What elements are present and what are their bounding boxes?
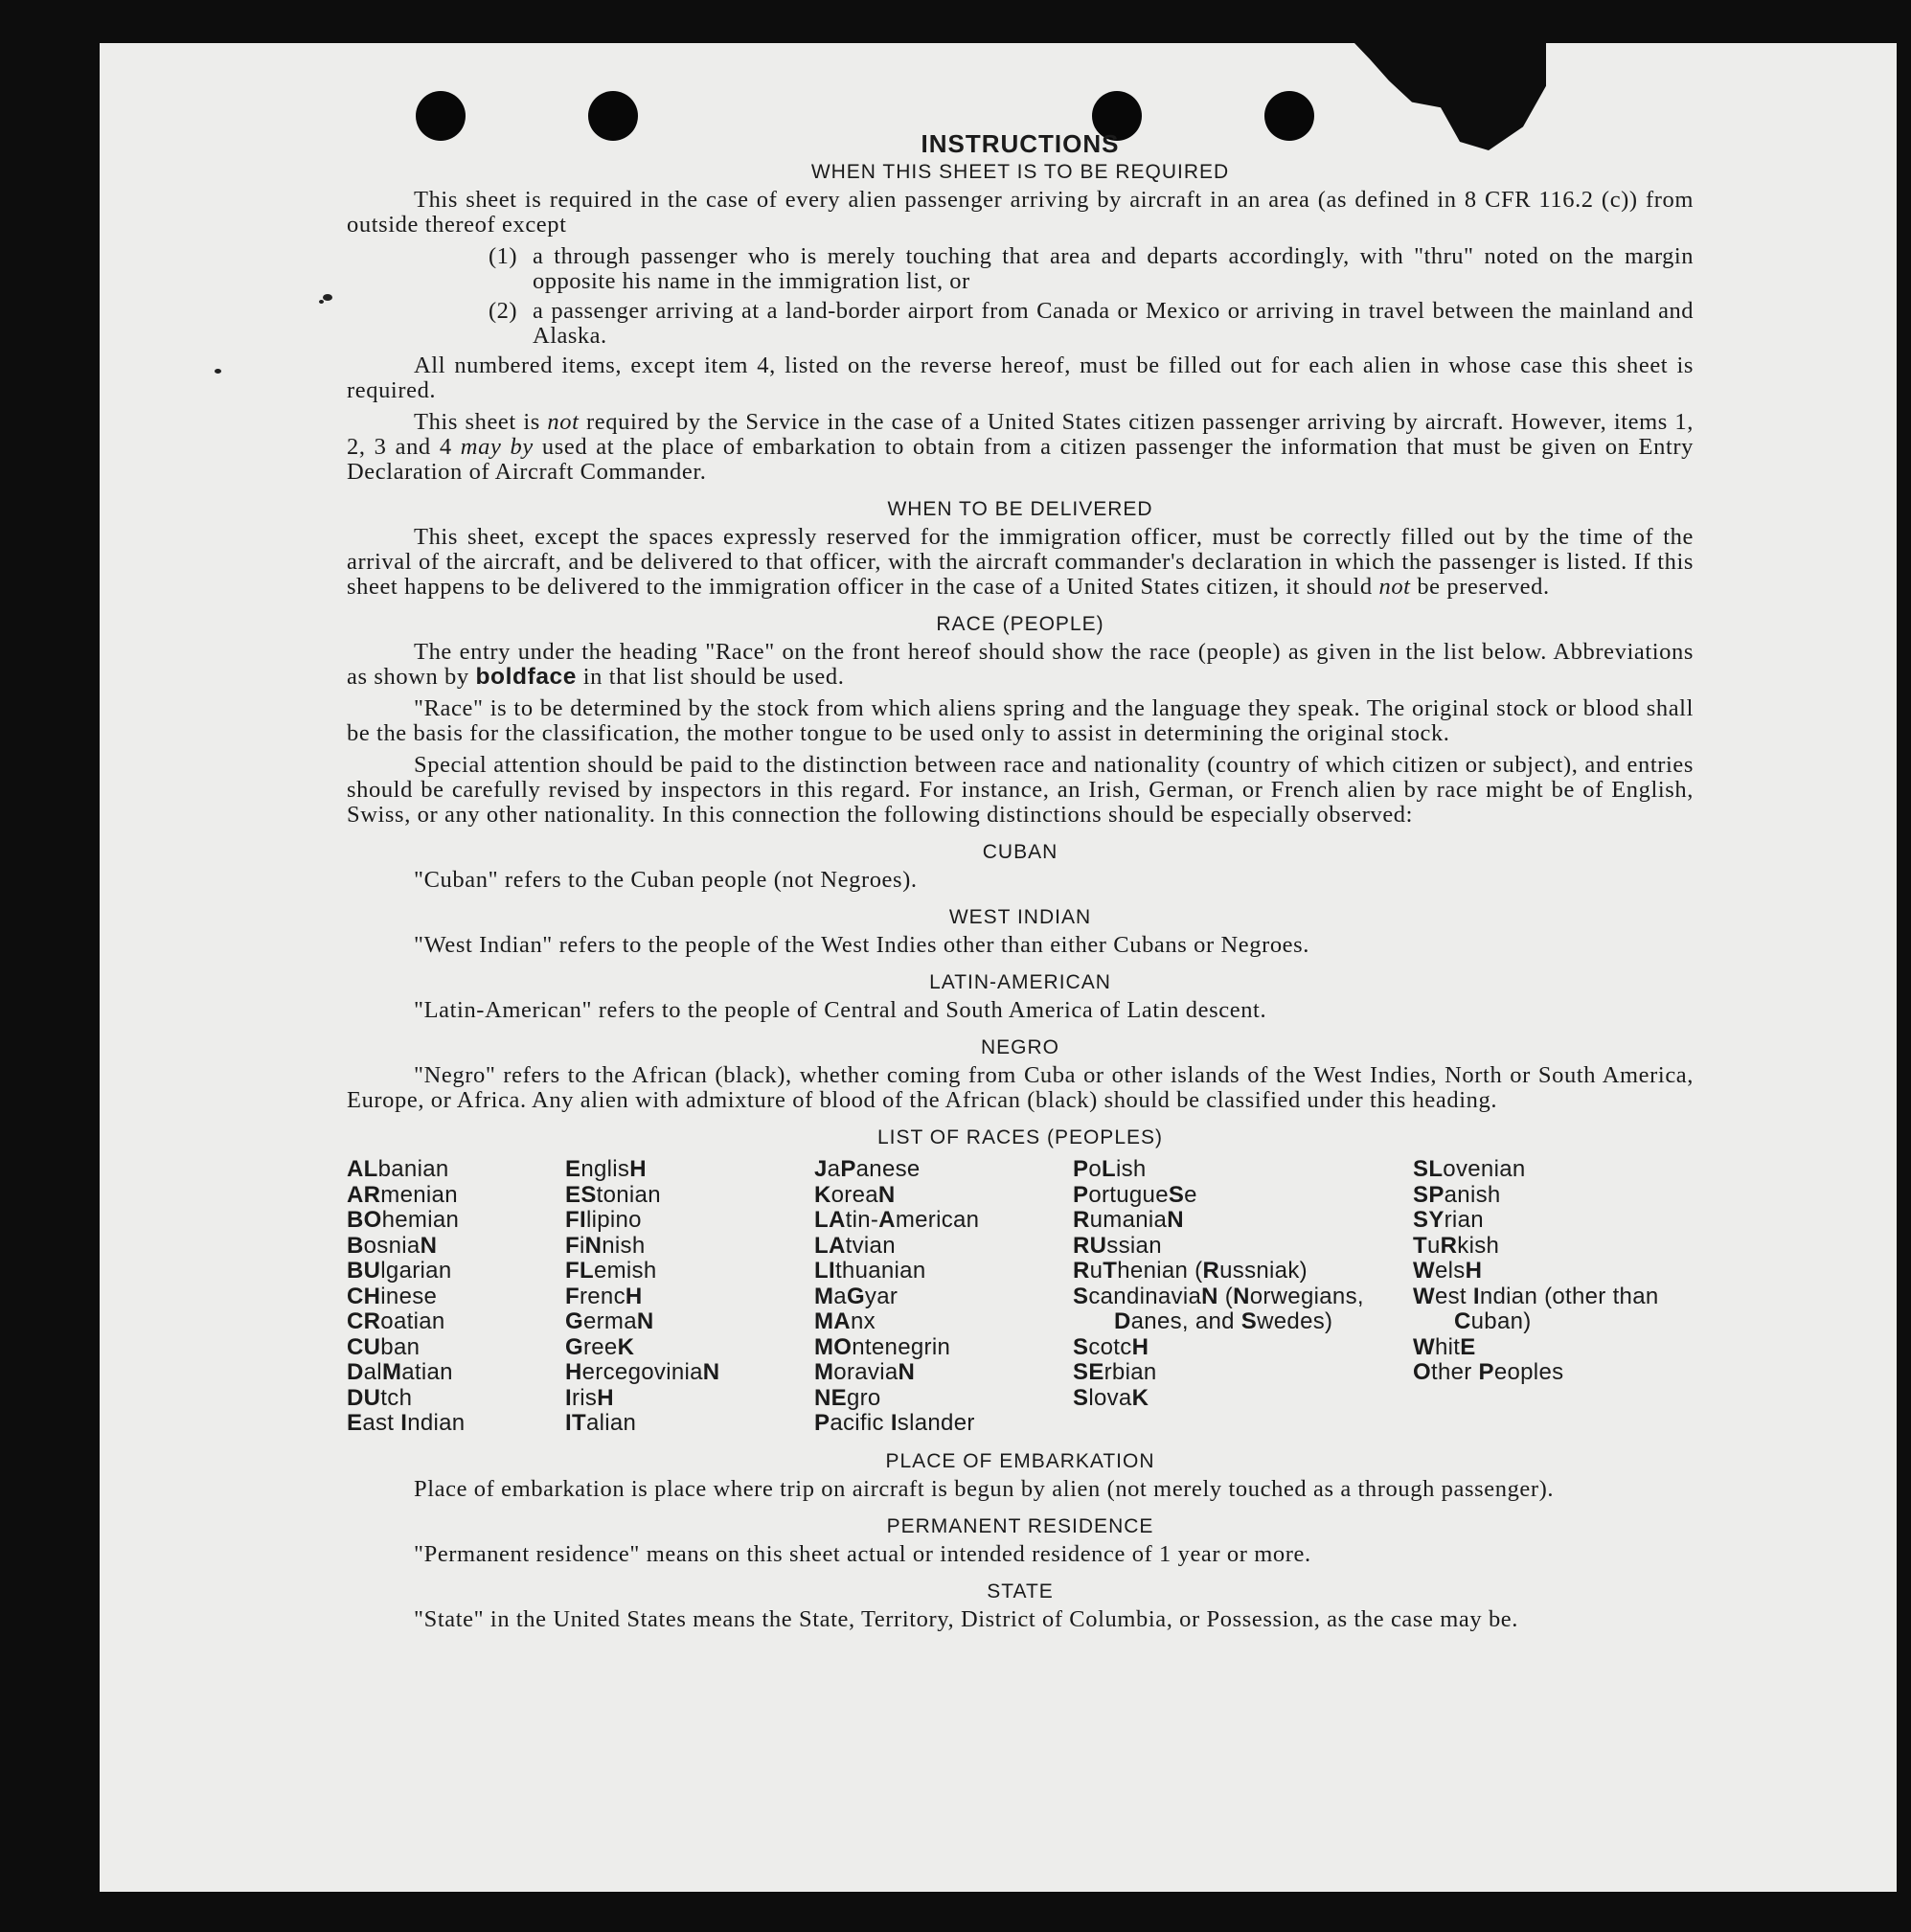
races-column-4 — [1073, 1157, 1413, 1437]
document-sheet — [100, 43, 1897, 1892]
race-item: JaPanese — [814, 1156, 921, 1182]
race-item: BOhemian — [347, 1207, 460, 1233]
race-item: SLovenian — [1413, 1156, 1526, 1182]
race-item: LIthuanian — [814, 1258, 926, 1284]
text-run: required by the Service in the case of a United States citizen passenger arriving by aircraft. However, items 1, 2, 3 and 4 — [347, 409, 1694, 460]
race-item: East Indian — [347, 1410, 466, 1436]
race-item: West Indian (other than Cuban) — [1413, 1283, 1659, 1334]
page-title: INSTRUCTIONS — [921, 129, 1120, 158]
boldface-word: boldface — [475, 664, 578, 690]
section-heading-when-delivered: WHEN TO BE DELIVERED — [887, 498, 1153, 520]
race-item: LAtvian — [814, 1232, 896, 1259]
race-item: RUssian — [1073, 1232, 1162, 1259]
race-item: HercegoviniaN — [565, 1359, 720, 1385]
races-column-3 — [814, 1157, 1073, 1437]
race-item: RumaniaN — [1073, 1207, 1184, 1233]
numbered-item-1 — [347, 244, 1694, 294]
race-item: EnglisH — [565, 1156, 647, 1182]
race-item: WhitE — [1413, 1333, 1476, 1360]
item-text: a passenger arriving at a land-border airport from Canada or Mexico or arriving in travel between the mainland and Alaska. — [533, 298, 1694, 349]
race-item: PoLish — [1073, 1156, 1147, 1182]
paragraph: This sheet is required in the case of every alien passenger arriving by aircraft in an area (as defined in 8 CFR 116.2 (c)) from outside thereof except — [347, 187, 1694, 238]
races-column-2 — [565, 1157, 814, 1437]
race-item: ITalian — [565, 1410, 637, 1436]
paragraph: "Cuban" refers to the Cuban people (not Negroes). — [414, 867, 918, 893]
numbered-item-2 — [347, 299, 1694, 349]
paragraph: "West Indian" refers to the people of the West Indies other than either Cubans or Negroes. — [414, 932, 1310, 958]
section-heading-state: STATE — [987, 1580, 1054, 1602]
race-item: SPanish — [1413, 1181, 1501, 1208]
text-run: be preserved. — [1410, 574, 1550, 600]
race-item: RuThenian (Russniak) — [1073, 1258, 1308, 1284]
section-heading-cuban: CUBAN — [982, 841, 1058, 863]
text-run: The entry under the heading "Race" on the front hereof should show the race (people) as given in the list below. Abbreviations as shown by — [347, 639, 1694, 690]
race-item: GermaN — [565, 1308, 654, 1334]
instructions-content — [347, 129, 1694, 1639]
text-run: This sheet, except the spaces expressly reserved for the immigration officer, must be correctly filled out by the time of the arrival of the aircraft, and be delivered to that officer, with the aircraft commander's declaration in which the passenger is listed. If this sheet happens to be delivered to the immigration officer in the case of a United States citizen, it should — [347, 524, 1694, 600]
race-item: MOntenegrin — [814, 1333, 951, 1360]
race-item: FiNnish — [565, 1232, 646, 1259]
paragraph: "State" in the United States means the State, Territory, District of Columbia, or Possession, as the case may be. — [414, 1605, 1518, 1632]
race-item: GreeK — [565, 1333, 635, 1360]
race-item: KoreaN — [814, 1181, 896, 1208]
item-number: (1) — [489, 243, 518, 269]
race-item: ScotcH — [1073, 1333, 1149, 1360]
race-item: SErbian — [1073, 1359, 1157, 1385]
race-item: IrisH — [565, 1384, 614, 1411]
race-item: ARmenian — [347, 1181, 458, 1208]
paragraph — [347, 410, 1694, 485]
race-item: Pacific Islander — [814, 1410, 975, 1436]
paragraph: Special attention should be paid to the distinction between race and nationality (country of which citizen or subject), and entries should be carefully revised by inspectors in this regard. For instance, an Irish, German, or French alien by race might be of English, Swiss, or any other nationality. In this connection the following distinctions should be especially observed: — [347, 752, 1694, 828]
races-column-1 — [347, 1157, 565, 1437]
ink-speck — [215, 369, 221, 374]
races-column-5 — [1413, 1157, 1694, 1437]
section-heading-latin-american: LATIN-AMERICAN — [929, 971, 1111, 993]
section-heading-residence: PERMANENT RESIDENCE — [886, 1514, 1154, 1537]
text-run: used at the place of embarkation to obtain from a citizen passenger the information that must be given on Entry Declaration of Aircraft Commander. — [347, 434, 1694, 485]
race-item: DUtch — [347, 1384, 413, 1411]
paragraph — [347, 640, 1694, 690]
ink-speck — [319, 300, 324, 304]
race-item: EStonian — [565, 1181, 661, 1208]
race-item: WelsH — [1413, 1258, 1483, 1284]
race-item: ALbanian — [347, 1156, 449, 1182]
emphasis: not — [547, 409, 580, 435]
race-item: LAtin-American — [814, 1207, 980, 1233]
race-item: SlovaK — [1073, 1384, 1149, 1411]
ink-speck — [323, 294, 332, 301]
section-heading-west-indian: WEST INDIAN — [948, 906, 1092, 928]
section-heading-race: RACE (PEOPLE) — [936, 613, 1104, 635]
race-item: MaGyar — [814, 1283, 899, 1309]
race-item: CHinese — [347, 1283, 438, 1309]
race-item: BosniaN — [347, 1232, 438, 1259]
race-item: TuRkish — [1413, 1232, 1500, 1259]
text-run: in that list should be used. — [577, 664, 845, 690]
item-text: a through passenger who is merely touching that area and departs accordingly, with "thru" noted on the margin opposite his name in the immigration list, or — [533, 243, 1694, 294]
race-item: FIlipino — [565, 1207, 642, 1233]
paragraph: "Negro" refers to the African (black), whether coming from Cuba or other islands of the West Indies, North or South America, Europe, or Africa. Any alien with admixture of blood of the African (black) should be classified under this heading. — [347, 1062, 1694, 1113]
paragraph — [347, 525, 1694, 600]
race-item: MoraviaN — [814, 1359, 916, 1385]
emphasis: may by — [460, 434, 534, 460]
race-item: FrencH — [565, 1283, 643, 1309]
races-list — [347, 1157, 1694, 1437]
emphasis: not — [1378, 574, 1411, 600]
paragraph: Place of embarkation is place where trip on aircraft is begun by alien (not merely touched as a through passenger). — [414, 1475, 1555, 1502]
race-item: ScandinaviaN (Norwegians, Danes, and Swedes) — [1073, 1283, 1364, 1334]
race-item: Other Peoples — [1413, 1359, 1564, 1385]
race-item: NEgro — [814, 1384, 881, 1411]
section-heading-negro: NEGRO — [980, 1036, 1059, 1058]
section-heading-embarkation: PLACE OF EMBARKATION — [885, 1449, 1155, 1472]
section-heading-list-of-races: LIST OF RACES (PEOPLES) — [876, 1126, 1164, 1148]
race-item: BUlgarian — [347, 1258, 452, 1284]
race-item: CUban — [347, 1333, 421, 1360]
text-run: This sheet is — [414, 409, 548, 435]
section-heading-when-required: WHEN THIS SHEET IS TO BE REQUIRED — [810, 161, 1230, 183]
race-item: CRoatian — [347, 1308, 445, 1334]
race-item: SYrian — [1413, 1207, 1484, 1233]
paragraph: "Latin-American" refers to the people of Central and South America of Latin descent. — [414, 997, 1267, 1023]
race-item: DalMatian — [347, 1359, 453, 1385]
race-item: PortugueSe — [1073, 1181, 1197, 1208]
item-number: (2) — [489, 298, 518, 324]
race-item: FLemish — [565, 1258, 657, 1284]
race-item: MAnx — [814, 1308, 876, 1334]
paragraph: "Permanent residence" means on this sheet actual or intended residence of 1 year or more. — [414, 1540, 1311, 1567]
paragraph: "Race" is to be determined by the stock from which aliens spring and the language they speak. The original stock or blood shall be the basis for the classification, the mother tongue to be used only to assist in determining the original stock. — [347, 695, 1694, 746]
paragraph: All numbered items, except item 4, listed on the reverse hereof, must be filled out for each alien in whose case this sheet is required. — [347, 352, 1694, 403]
